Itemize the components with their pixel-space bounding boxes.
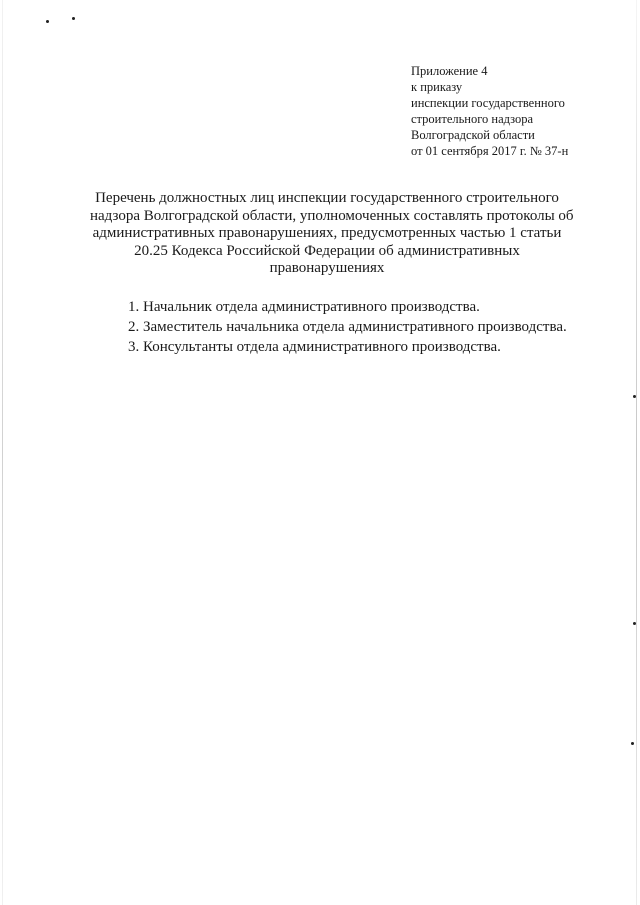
appendix-number: Приложение 4 [411, 64, 488, 78]
title-line: Перечень должностных лиц инспекции государственного строительного [95, 190, 559, 206]
scan-speck [72, 17, 75, 20]
appendix-header [411, 63, 631, 159]
title-line: правонарушениях [269, 260, 385, 277]
list-item: 3. Консультанты отдела административного производства. [128, 339, 501, 355]
issuer-region: Волгоградской области [411, 128, 535, 142]
order-date-number: от 01 сентября 2017 г. № 37-н [411, 144, 569, 158]
order-reference: к приказу [411, 80, 463, 94]
title-line: 20.25 Кодекса Российской Федерации об административных [134, 242, 520, 259]
list-item: 1. Начальник отдела административного производства. [128, 299, 480, 315]
scan-edge-left [2, 0, 3, 905]
title-line: административных правонарушениях, предусмотренных частью 1 статьи [92, 225, 562, 242]
scan-speck [631, 742, 634, 745]
issuer-line-1: инспекции государственного [411, 96, 565, 110]
scan-speck [46, 20, 49, 23]
document-title [90, 190, 574, 278]
scan-speck [633, 395, 636, 398]
scan-speck [633, 622, 636, 625]
list-item: 2. Заместитель начальника отдела административного производства. [128, 319, 567, 335]
scan-edge-right [636, 0, 637, 905]
title-line: надзора Волгоградской области, уполномоченных составлять протоколы об [90, 207, 574, 224]
issuer-line-2: строительного надзора [411, 112, 534, 126]
officials-list [128, 297, 618, 357]
